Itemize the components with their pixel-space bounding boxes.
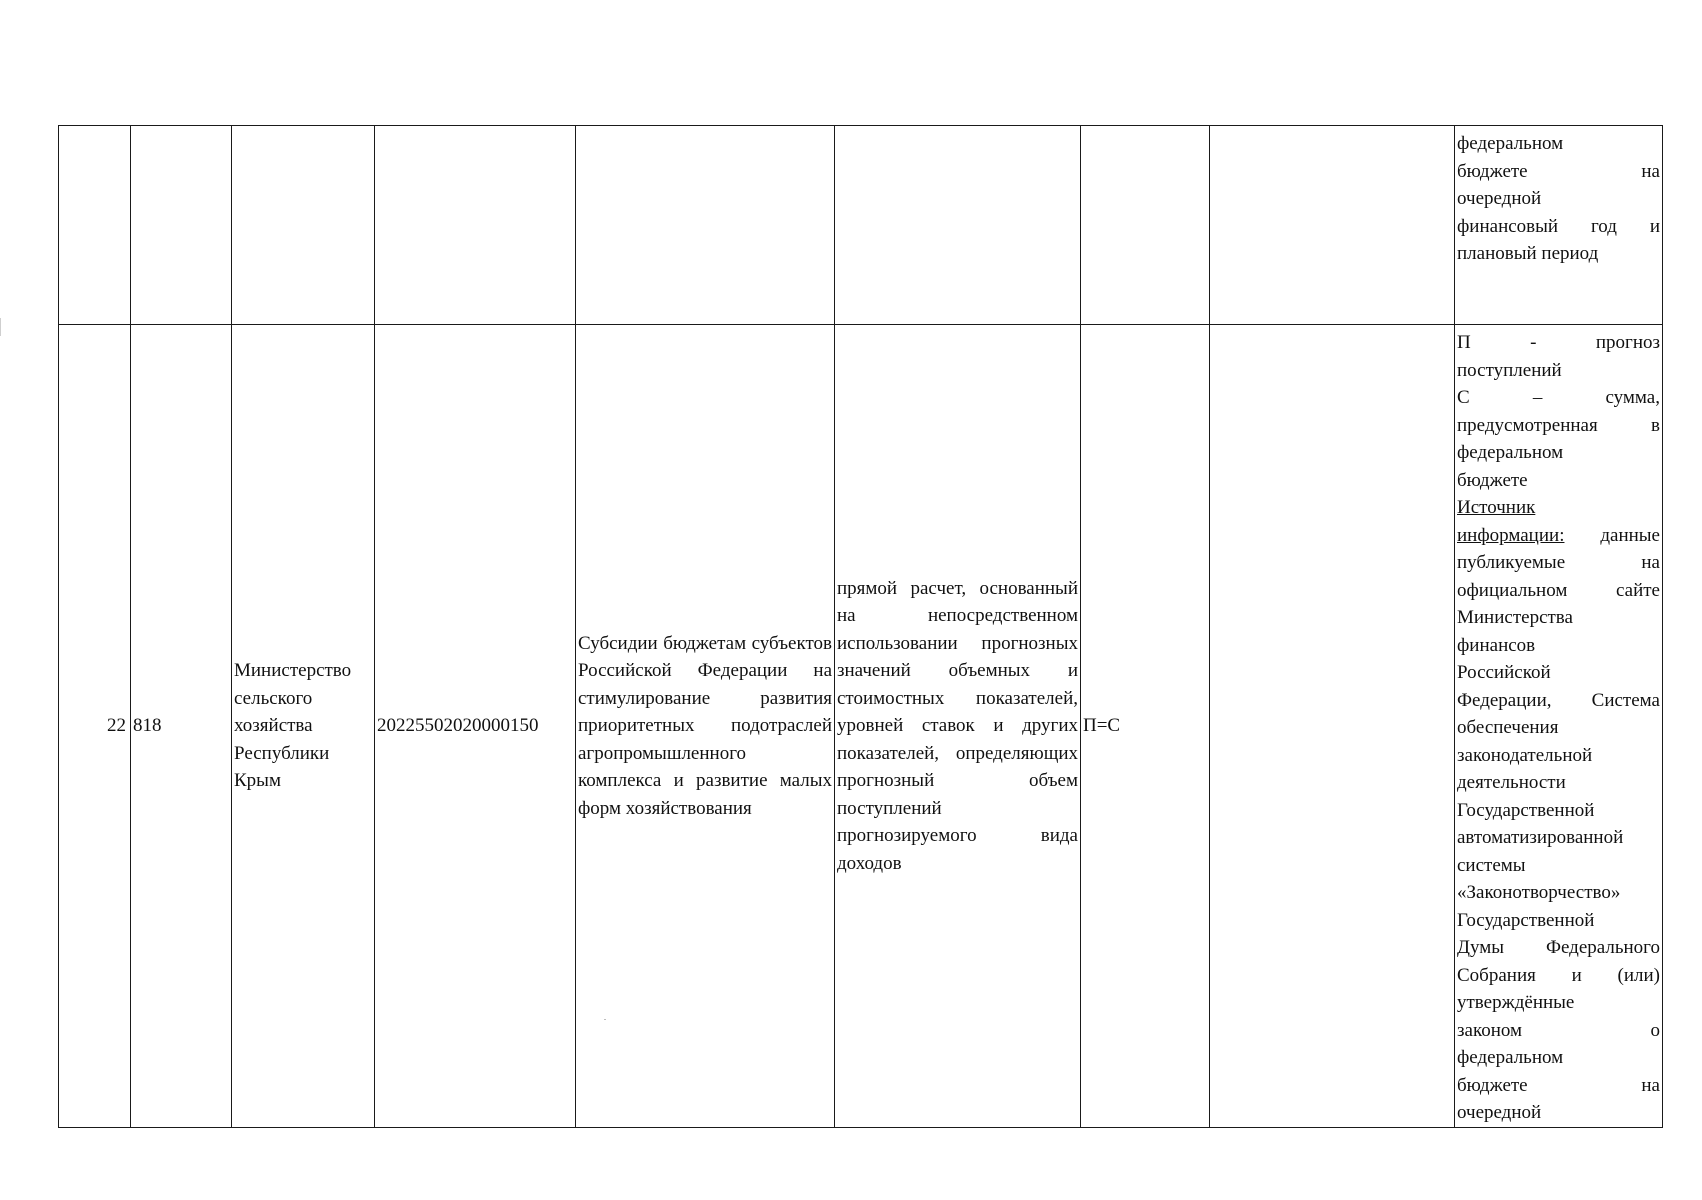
cell-method (835, 126, 1081, 325)
text-line: бюджете (1457, 469, 1528, 491)
text-line: Источник (1457, 497, 1536, 518)
text-line: П - прогноз (1457, 332, 1660, 353)
revenue-forecast-table (58, 125, 1663, 1128)
text-line: «Законотворчество» (1457, 882, 1621, 903)
text-line: Думы Федерального (1457, 937, 1660, 958)
text-line: Федерации, Система (1457, 689, 1660, 711)
cell-admin-code (131, 325, 232, 1128)
text-line: автоматизированной (1457, 827, 1624, 848)
text-line: публикуемые на (1457, 552, 1660, 573)
text-line: деятельности (1457, 772, 1566, 793)
text-line: федеральном (1457, 442, 1564, 463)
cell-index (59, 325, 131, 1128)
forecast-method: прямой расчет, основанный на непосредственном использовании прогнозных значений объемных и стоимостных показателей, уровней ставок и других показателей, определяющих прогнозный объем поступлений прогнозируемого вида доходов (837, 577, 1078, 874)
text-line: системы (1457, 854, 1526, 876)
table-row-continuation (59, 126, 1663, 325)
cell-col8 (1210, 325, 1455, 1128)
cell-administrator (232, 126, 375, 325)
text-line: Российской (1457, 662, 1551, 683)
cell-admin-code (131, 126, 232, 325)
text-line: Министерства (1457, 607, 1573, 628)
text-line: бюджете на (1457, 160, 1660, 182)
table-row-22 (59, 325, 1663, 1128)
admin-code: 818 (133, 715, 162, 736)
text-line: плановый период (1457, 243, 1599, 264)
administrator-name: Министерство сельского хозяйства Республики Крым (234, 660, 352, 791)
text-line: законодательной (1457, 744, 1593, 766)
income-name: Субсидии бюджетам субъектов Российской Федерации на стимулирование развития приоритетных подотраслей агропромышленного комплекса и развитие малых форм хозяйствования (578, 632, 832, 819)
cell-formula-explanation (1455, 126, 1663, 325)
text-line: поступлений (1457, 359, 1562, 381)
text-line: официальном сайте (1457, 579, 1660, 601)
cell-income-name (576, 325, 835, 1128)
cell-income-name (576, 126, 835, 325)
row-index: 22 (107, 715, 126, 736)
text-line: информации: данные (1457, 524, 1660, 546)
text-line: очередной (1457, 188, 1542, 209)
forecast-formula: П=С (1083, 715, 1121, 736)
cell-kbk (375, 325, 576, 1128)
text-line: обеспечения (1457, 717, 1559, 738)
text-line: Государственной (1457, 799, 1595, 821)
text-line: утверждённые (1457, 992, 1575, 1013)
cell-formula (1081, 126, 1210, 325)
budget-classification-code: 20225502020000150 (377, 715, 539, 736)
text-line: бюджете на (1457, 1074, 1660, 1096)
col9-lines (1457, 130, 1660, 268)
text-line: С – сумма, (1457, 387, 1660, 408)
text-line: очередной (1457, 1102, 1542, 1123)
text-line: федеральном (1457, 1047, 1564, 1068)
text-line: Собрания и (или) (1457, 964, 1660, 986)
text-line: федеральном (1457, 133, 1564, 154)
text-line: финансовый год и (1457, 215, 1660, 237)
col9-lines (1457, 329, 1660, 1127)
cell-kbk (375, 126, 576, 325)
text-line: Государственной (1457, 909, 1595, 931)
cell-col8 (1210, 126, 1455, 325)
cell-formula (1081, 325, 1210, 1128)
cell-formula-explanation (1455, 325, 1663, 1128)
cell-administrator (232, 325, 375, 1128)
cell-index (59, 126, 131, 325)
text-line: финансов (1457, 634, 1536, 656)
text-line: предусмотренная в (1457, 414, 1660, 436)
text-line: законом о (1457, 1019, 1660, 1041)
scan-edge-mark (0, 318, 1, 336)
cell-method (835, 325, 1081, 1128)
